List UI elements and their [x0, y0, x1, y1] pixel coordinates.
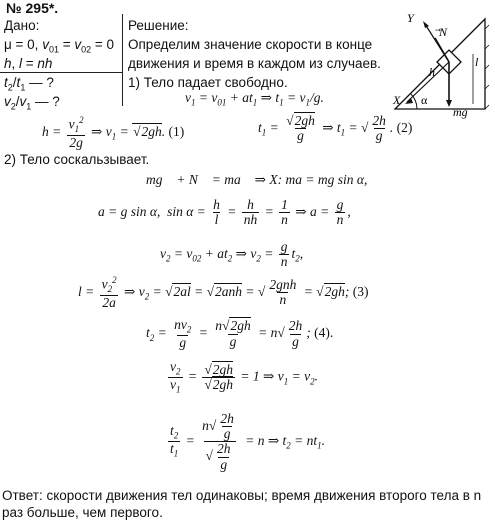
equation-newton: mg⃗ + N⃗ = ma⃗ ⇒ X: ma = mg sin α, — [146, 172, 368, 187]
equation-time-ratio: $\frac{t_2}{t_1}$ = n√ $\frac{2h}{g}$ √ $\frac{2h}{g}$ = n ⇒ $t_2 = nt_1$. — [170, 411, 326, 472]
case-2-heading: 2) Тело соскальзывает. — [4, 152, 150, 167]
equation-3: l = $\frac{v_2^2}{2a}$ ⇒ $v_2 = √2al = √2anh$ = √ $\frac{\text{2gnh}}{n}$ = √2gh; (3) — [78, 275, 369, 310]
label-y: Y — [407, 11, 414, 25]
given-divider-horizontal — [0, 72, 122, 73]
label-x: X — [393, 93, 401, 107]
equation-4: $t_2$ = $\frac{nv_2}{g}$ = $\frac{n√2gh}{g}$ = n√ $\frac{2h}{g}$ ; (4). — [146, 317, 334, 351]
find-line-1: $t_2/t_1$ — ? — [4, 75, 54, 93]
solution-block — [128, 16, 381, 92]
solution-intro-2: движения и время в каждом из случаев. — [128, 56, 381, 71]
answer-text: Ответ: скорости движения тел одинаковы; время движения второго тела в n раз больше, чем первого. — [2, 488, 482, 520]
given-line-2: h, l = nh — [4, 56, 53, 71]
equation-4-number: (4). — [314, 325, 334, 341]
equation-v2: $v_2 = v_{02} + at_2$ ⇒ $v_2$ = $\frac{g}{n}$ $t_2$, — [160, 239, 304, 270]
x-axis-arrow — [405, 98, 413, 104]
solution-intro-1: Определим значение скорости в конце — [128, 37, 373, 52]
find-line-2: $v_2/v_1$ — ? — [4, 94, 60, 112]
label-alpha: α — [421, 93, 428, 107]
given-divider-vertical — [122, 14, 123, 106]
equation-velocity-ratio: $\frac{v_2}{v_1}$ = $\frac{√2gh}{√2gh}$ = 1 ⇒ $v_1 = v_2$. — [170, 359, 318, 395]
given-line-1: μ = 0, $v_{01} = v_{02} = 0$ — [4, 37, 115, 55]
equation-velocity-time: $v_1 = v_{01} + at_1$ ⇒ $t_1 = v_1/g$. — [185, 90, 324, 108]
incline-diagram — [385, 4, 490, 119]
solution-header: Решение: — [128, 18, 189, 33]
label-l: l — [475, 55, 479, 69]
case-1-heading: 1) Тело падает свободно. — [128, 75, 288, 90]
given-block — [4, 16, 114, 111]
gravity-vector-arrow — [446, 100, 452, 107]
equation-acceleration: a = g sin α, sin α = $\frac{h}{l}$ = $\frac{h}{nh}$ = $\frac{1}{n}$ ⇒ a = $\frac{g}{n}$ , — [98, 197, 351, 228]
label-n: N — [439, 25, 448, 39]
given-header: Дано: — [4, 18, 40, 33]
label-h: h — [429, 65, 435, 79]
problem-number: № 295*. — [6, 0, 59, 16]
y-axis-arrow — [423, 21, 429, 28]
equation-1: h = $\frac{v_1^2}{2g}$ ⇒ $v_1 = √2gh$. (1) — [42, 115, 185, 150]
equation-2: $t_1$ = $\frac{√2gh}{g}$ ⇒ $t_1$ = √ $\frac{2h}{g}$ . (2) — [258, 113, 413, 144]
label-mg: mg — [453, 105, 468, 119]
